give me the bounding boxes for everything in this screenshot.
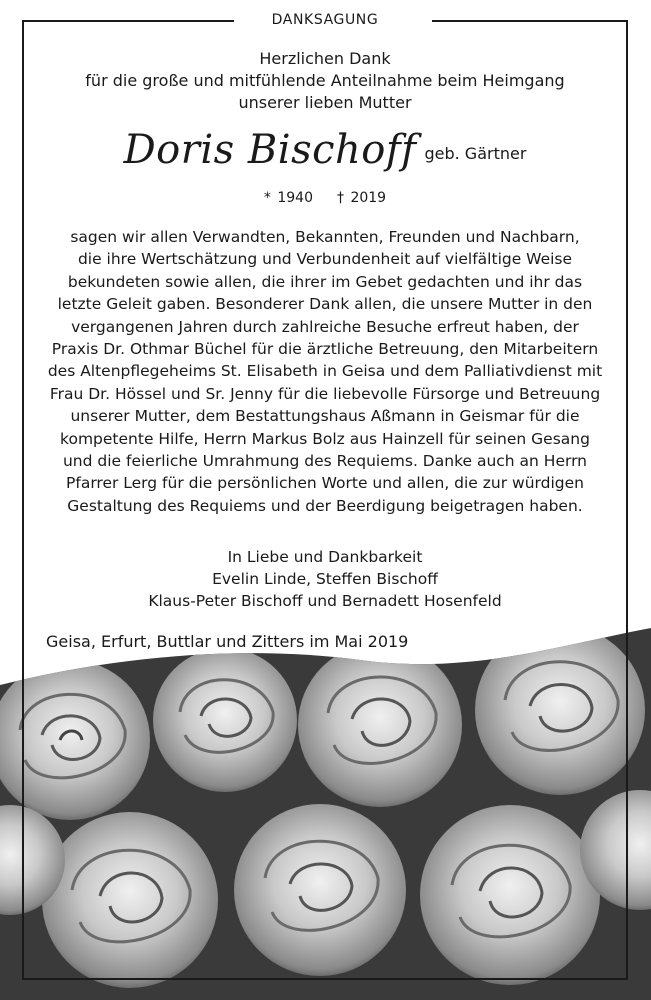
body-line: kompetente Hilfe, Herrn Markus Bolz aus Hainzell für seinen Gesang (60, 429, 590, 448)
place-date: Geisa, Erfurt, Buttlar und Zitters im Mai 2019 (46, 632, 409, 651)
body-line: vergangenen Jahren durch zahlreiche Besuche erfreut haben, der (71, 317, 579, 336)
signature-line: In Liebe und Dankbarkeit (227, 548, 423, 566)
body-line: sagen wir allen Verwandten, Bekannten, Freunden und Nachbarn, (70, 228, 580, 246)
body-line: Praxis Dr. Othmar Büchel für die ärztliche Betreuung, den Mitarbeitern (51, 340, 599, 359)
intro-text (24, 48, 626, 114)
signature-line: Evelin Linde, Steffen Bischoff (212, 570, 438, 588)
life-dates (24, 188, 626, 208)
intro-line: unserer lieben Mutter (238, 93, 412, 112)
frame-bottom-border (22, 978, 628, 980)
deceased-name-line (24, 120, 626, 180)
deceased-name: Doris Bischoff (123, 127, 417, 173)
death-year: † 2019 (337, 190, 387, 206)
intro-line: Herzlichen Dank (259, 49, 391, 68)
body-line: des Altenpflegeheims St. Elisabeth in Geisa und dem Palliativdienst mit (47, 362, 603, 381)
frame-right-border (626, 20, 628, 980)
birth-year: * 1940 (263, 190, 313, 206)
signature-block (24, 546, 626, 612)
body-line: Frau Dr. Hössel und Sr. Jenny für die liebevolle Fürsorge und Betreuung (49, 384, 601, 403)
signature-line: Klaus-Peter Bischoff und Bernadett Hosenfeld (148, 592, 502, 610)
body-line: unserer Mutter, dem Bestattungshaus Aßmann in Geismar für die (70, 407, 580, 426)
notice-heading: DANKSAGUNG (271, 12, 379, 28)
roses-photo (0, 600, 651, 1000)
intro-line: für die große und mitfühlende Anteilnahme beim Heimgang (85, 71, 565, 90)
thanks-body (24, 226, 626, 517)
body-line: und die feierliche Umrahmung des Requiems. Danke auch an Herrn (62, 452, 588, 471)
body-line: bekundeten sowie allen, die ihrer im Gebet gedachten und ihr das (67, 272, 583, 291)
body-line: Gestaltung des Requiems und der Beerdigung beigetragen haben. (67, 496, 583, 515)
body-line: die ihre Wertschätzung und Verbundenheit auf vielfältige Weise (77, 250, 573, 269)
body-line: letzte Geleit gaben. Besonderer Dank allen, die unsere Mutter in den (57, 295, 593, 314)
body-line: Pfarrer Lerg für die persönlichen Worte und allen, die zur würdigen (66, 474, 584, 493)
maiden-name: geb. Gärtner (424, 144, 527, 163)
